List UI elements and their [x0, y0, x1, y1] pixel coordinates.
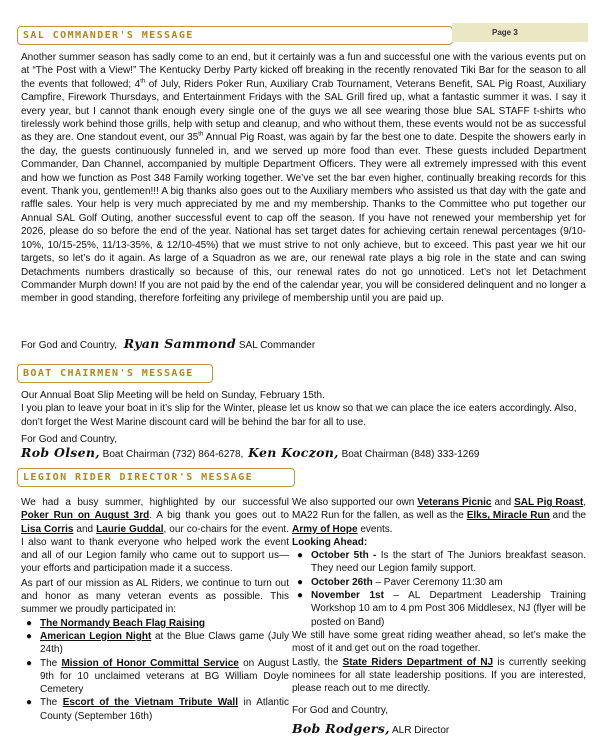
item-highlight: Mission of Honor Committal Service	[61, 657, 239, 669]
text: and	[491, 497, 515, 508]
bullet-icon: ●	[26, 617, 33, 629]
highlight-sal-pig-roast: SAL Pig Roast	[514, 497, 584, 508]
boat-line-1: Our Annual Boat Slip Meeting will be held on Sunday, February 15th.	[21, 390, 325, 401]
list-item	[292, 576, 586, 589]
text: events.	[357, 523, 393, 535]
legion-title: ALR Director	[391, 724, 450, 736]
bullet-icon: ●	[26, 657, 33, 669]
bullet-icon: ●	[297, 590, 304, 602]
boat-closing: For God and Country,	[21, 434, 117, 446]
boat-title-2: Boat Chairman (848) 333-1269	[341, 448, 480, 460]
looking-ahead-list	[292, 549, 586, 629]
highlight-army-of-hope: Army of Hope	[292, 523, 358, 535]
sal-commander-message	[21, 51, 586, 306]
sal-commander-header: SAL COMMANDER'S MESSAGE	[17, 26, 453, 45]
text: . A big thank you goes out to	[149, 510, 289, 522]
item-date: October 5th -	[311, 550, 377, 562]
boat-chairmen-message	[21, 389, 586, 461]
sal-text-c: Annual Pig Roast, was again by far the best one to date. Despite the showers early in the day, the guests continuously funneled in, and we served up more food than ever. These guests included Department Commander, Dan Channel, accompanied by multiple Department Officers. They were all extremely impressed with this event and how we function as Post 348 Family working together. We’ve set the bar even higher, continually breaking records for this event. Thank you, gentlemen!!! A big thanks also goes out to the Auxiliary members who assisted us that day with the gate and raffle sales. Your help is very much appreciated by me and my membership. Thanks to the Committee who put together our Annual SAL Golf Outing, another successful event to cap off the season. If you have not renewed your membership yet for 2026, please do so before the end of the year. National has set target dates for achieving certain renewal percentages (9/10-10%, 10/15-25%, 11/13-35%, & 12/10-45%) that we must strive to not only achieve, but to exceed. This past year we hit our targets, so let’s do it again. As large of a Squadron as we are, our renewal rate plays a big role in the state and can swing Detachments numbers drastically so because of this, our renewal rates do not go unnoticed. Let’s not let Detachment Commander Murph down! If you are not paid by the end of the calendar year, you will be considered delinquent and no longer a member in good standing, therefore forfeiting any privilege of membership until you are paid up.	[21, 132, 586, 305]
legion-left-para-2: As part of our mission as AL Riders, we continue to turn out and honor as many veteran events as possible. This summer we proudly participated in:	[21, 577, 289, 616]
boat-signature-2: Ken Koczon,	[248, 444, 339, 460]
item-highlight: The Normandy Beach Flag Raising	[40, 617, 206, 629]
text: , MA22 Run for the fallen, as well as the	[292, 497, 587, 522]
list-item	[21, 630, 289, 657]
text: We also supported our own	[292, 497, 418, 508]
item-text: – AL Department Leadership Training Workshop 10 am to 4 pm Post 306 Middlesex, NJ (flyer will be posted on Band)	[311, 590, 586, 628]
legion-right-para-1	[292, 496, 586, 536]
text: , our co-chairs for the event. I also want to thank everyone who helped work the event and all of our Legion family who came out to support us—your efforts and participation made it a success.	[21, 523, 289, 575]
participation-list	[21, 617, 289, 723]
page-number: Page 3	[452, 23, 588, 42]
bullet-icon: ●	[26, 697, 33, 709]
item-text: in Atlantic County (September 16th)	[40, 697, 289, 722]
sal-closing: For God and Country,	[21, 340, 117, 351]
item-text: Is the start of The Juniors breakfast season. They need our Legion family support.	[311, 550, 586, 575]
list-item	[21, 617, 289, 630]
legion-left-column	[21, 496, 289, 723]
sal-text-b: of July, Riders Poker Run, Auxiliary Crab Tournament, Veterans Benefit, SAL Pig Roast, Auxiliary Campfire, Firework Thursdays, and Entertainment Fridays with the SAL Grill fired up, what a fantastic summer it was. I say it every year, but I cannot thank enough every single one of the guys we all see wearing those blue SAL STAFF t-shirts who tirelessly work behind those grills, help with setup and cleanup, and who without them, these events would not be as successful as they are. One standout event, our 35	[21, 78, 586, 144]
item-text: The	[40, 697, 63, 709]
text: We had a busy summer, highlighted by our successful	[21, 497, 289, 508]
highlight-poker-run: Poker Run on August 3rd	[21, 510, 150, 522]
legion-left-para-1	[21, 496, 289, 576]
legion-rider-header: LEGION RIDER DIRECTOR'S MESSAGE	[17, 468, 295, 487]
legion-right-column	[292, 496, 586, 737]
looking-ahead-heading: Looking Ahead:	[292, 536, 368, 548]
item-text: The	[40, 657, 62, 669]
text: and	[73, 523, 97, 535]
item-date: November 1st	[311, 590, 384, 602]
item-highlight: Escort of the Vietnam Tribute Wall	[62, 697, 238, 709]
item-text: on August 9th for 10 unclaimed veterans at BG William Doyle Cemetery	[40, 657, 289, 696]
legion-closing: For God and Country,	[292, 705, 388, 717]
bullet-icon: ●	[297, 550, 304, 562]
sal-signature: Ryan Sammond	[123, 336, 237, 351]
text: Lastly, the	[292, 656, 343, 668]
bullet-icon: ●	[297, 576, 304, 588]
item-highlight: American Legion Night	[40, 630, 152, 642]
legion-signature-line	[292, 722, 586, 737]
sal-signature-line	[21, 336, 315, 351]
highlight-elks-miracle-run: Elks, Miracle Run	[466, 510, 550, 522]
list-item	[292, 549, 586, 576]
legion-right-para-2: We still have some great riding weather ahead, so let’s make the most of it and get out on the road together.	[292, 629, 586, 655]
highlight-state-riders: State Riders Department of NJ	[342, 656, 494, 668]
sal-text-a: Another summer season has sadly come to an end, but it certainly was a fun and successful one with the various events put on at “The Post with a View!” The Kentucky Derby Party kicked off breaking in the recently renovated Tiki Bar for the season to all the events that followed; 4	[21, 52, 586, 90]
highlight-veterans-picnic: Veterans Picnic	[417, 497, 492, 508]
legion-right-para-3	[292, 656, 586, 696]
item-date: October 26th	[311, 576, 373, 588]
text: is currently seeking nominees for all state leadership positions. If you are interested, please reach out to me directly.	[292, 656, 586, 695]
boat-signature-1: Rob Olsen,	[21, 444, 100, 460]
boat-title-1: Boat Chairman (732) 864-6278,	[102, 448, 244, 460]
item-text: – Paver Ceremony 11:30 am	[372, 576, 503, 588]
sal-sup-a: th	[140, 78, 146, 85]
sal-title: SAL Commander	[238, 340, 316, 351]
item-text: at the Blue Claws game (July 24th)	[40, 630, 290, 656]
sal-sup-b: th	[198, 132, 204, 139]
bullet-icon: ●	[26, 630, 33, 642]
text: and the	[549, 510, 586, 522]
boat-line-2: I you plan to leave your boat in it’s slip for the Winter, please let us know so that we can place the ice eaters accordingly. Also, don’t forget the West Marine discount card will be behind the bar for all to use.	[21, 403, 577, 428]
boat-chairmen-header: BOAT CHAIRMEN'S MESSAGE	[17, 364, 213, 383]
highlight-laurie-guddal: Laurie Guddal	[96, 523, 164, 535]
legion-signature: Bob Rodgers,	[292, 720, 390, 736]
highlight-lisa-corris: Lisa Corris	[21, 523, 74, 535]
boat-signature-line	[21, 446, 586, 461]
list-item	[21, 657, 289, 697]
list-item	[21, 696, 289, 723]
list-item	[292, 589, 586, 629]
